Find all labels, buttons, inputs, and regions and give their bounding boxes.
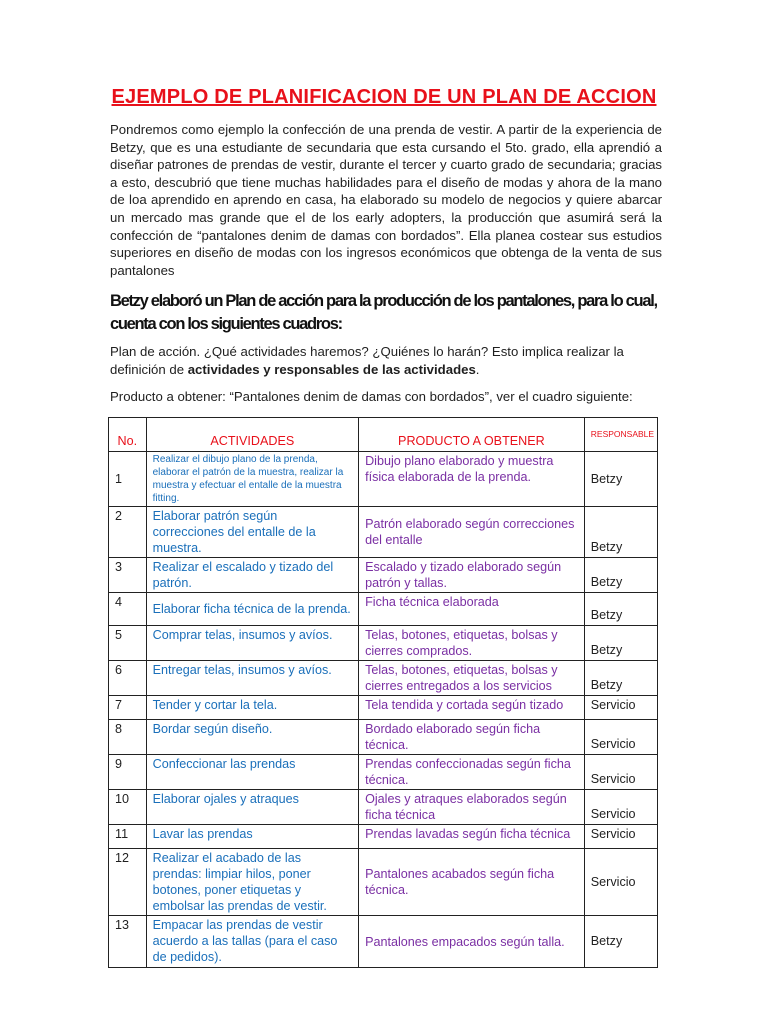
row-actividad: Elaborar ficha técnica de la prenda. bbox=[146, 593, 358, 626]
row-responsable: Servicio bbox=[584, 825, 657, 849]
header-no: No. bbox=[109, 418, 147, 452]
table-row bbox=[109, 558, 658, 593]
row-no: 9 bbox=[109, 755, 147, 790]
row-producto: Tela tendida y cortada según tizado bbox=[359, 696, 585, 720]
row-no: 6 bbox=[109, 661, 147, 696]
row-producto: Dibujo plano elaborado y muestra física elaborada de la prenda. bbox=[359, 452, 585, 507]
row-actividad: Tender y cortar la tela. bbox=[146, 696, 358, 720]
row-producto: Prendas confeccionadas según ficha técnica. bbox=[359, 755, 585, 790]
header-responsable: RESPONSABLE bbox=[584, 418, 657, 452]
row-responsable: Betzy bbox=[584, 661, 657, 696]
row-responsable: Betzy bbox=[584, 593, 657, 626]
row-producto: Escalado y tizado elaborado según patrón y tallas. bbox=[359, 558, 585, 593]
row-producto: Bordado elaborado según ficha técnica. bbox=[359, 720, 585, 755]
subheading: Betzy elaboró un Plan de acción para la producción de los pantalones, para lo cual, cuenta con los siguientes cuadros: bbox=[110, 292, 657, 333]
page-title: EJEMPLO DE PLANIFICACION DE UN PLAN DE ACCION bbox=[111, 86, 657, 108]
table-row bbox=[109, 661, 658, 696]
row-responsable: Betzy bbox=[584, 452, 657, 507]
row-responsable: Betzy bbox=[584, 558, 657, 593]
row-no: 1 bbox=[109, 452, 147, 507]
row-producto: Pantalones empacados según talla. bbox=[359, 916, 585, 968]
row-no: 5 bbox=[109, 626, 147, 661]
row-responsable: Betzy bbox=[584, 626, 657, 661]
header-producto: PRODUCTO A OBTENER bbox=[359, 418, 585, 452]
row-no: 10 bbox=[109, 790, 147, 825]
row-actividad: Realizar el escalado y tizado del patrón. bbox=[146, 558, 358, 593]
row-producto: Prendas lavadas según ficha técnica bbox=[359, 825, 585, 849]
plan-paragraph bbox=[110, 343, 670, 378]
row-responsable: Servicio bbox=[584, 696, 657, 720]
row-no: 2 bbox=[109, 507, 147, 558]
row-actividad: Empacar las prendas de vestir acuerdo a las tallas (para el caso de pedidos). bbox=[146, 916, 358, 968]
header-actividades: ACTIVIDADES bbox=[146, 418, 358, 452]
row-actividad: Confeccionar las prendas bbox=[146, 755, 358, 790]
table-row bbox=[109, 790, 658, 825]
row-responsable: Servicio bbox=[584, 849, 657, 916]
table-row bbox=[109, 849, 658, 916]
table-row bbox=[109, 825, 658, 849]
row-producto: Pantalones acabados según ficha técnica. bbox=[359, 849, 585, 916]
row-actividad: Bordar según diseño. bbox=[146, 720, 358, 755]
row-responsable: Servicio bbox=[584, 755, 657, 790]
row-no: 7 bbox=[109, 696, 147, 720]
row-actividad: Elaborar ojales y atraques bbox=[146, 790, 358, 825]
row-producto: Patrón elaborado según correcciones del entalle bbox=[359, 507, 585, 558]
table-row bbox=[109, 452, 658, 507]
row-responsable: Betzy bbox=[584, 507, 657, 558]
row-responsable: Servicio bbox=[584, 720, 657, 755]
row-actividad: Realizar el acabado de las prendas: limpiar hilos, poner botones, poner etiquetas y embolsar las prendas de vestir. bbox=[146, 849, 358, 916]
intro-paragraph bbox=[110, 121, 662, 279]
table-header-row bbox=[109, 418, 658, 452]
row-producto: Telas, botones, etiquetas, bolsas y cierres entregados a los servicios bbox=[359, 661, 585, 696]
row-actividad: Elaborar patrón según correcciones del entalle de la muestra. bbox=[146, 507, 358, 558]
plan-text-2: . bbox=[475, 361, 480, 377]
plan-text-bold: actividades y responsables de las actividades bbox=[187, 361, 476, 377]
table-row bbox=[109, 626, 658, 661]
table-row bbox=[109, 507, 658, 558]
action-plan-table bbox=[108, 417, 658, 968]
table-row bbox=[109, 696, 658, 720]
table-row bbox=[109, 916, 658, 968]
row-responsable: Servicio bbox=[584, 790, 657, 825]
row-producto: Telas, botones, etiquetas, bolsas y cierres comprados. bbox=[359, 626, 585, 661]
row-no: 3 bbox=[109, 558, 147, 593]
row-producto: Ficha técnica elaborada bbox=[359, 593, 585, 626]
row-producto: Ojales y atraques elaborados según ficha técnica bbox=[359, 790, 585, 825]
row-actividad: Entregar telas, insumos y avíos. bbox=[146, 661, 358, 696]
plan-text-1: Plan de acción. ¿Qué actividades haremos? ¿Quiénes lo harán? Esto implica realizar la definición de bbox=[110, 344, 624, 377]
row-actividad: Comprar telas, insumos y avíos. bbox=[146, 626, 358, 661]
intro-text: Pondremos como ejemplo la confección de una prenda de vestir. A partir de la experiencia de Betzy, que es una estudiante de secundaria que esta cursando el 5to. grado, ella aprendió a diseñar patrones de prendas de vestir, durante el tercer y cuarto grado de secundaria; gracias a esto, descubrió que tiene muchas habilidades para el diseño de modas y ahora de la mano de loa aprendido en aprendo en casa, ha elaborado su modelo de negocios y quiere abarcar un mercado mas grande que el de los early adopters, la producción que asumirá será la confección de “pantalones denim de damas con bordados”. Ella planea costear sus estudios superiores en diseño de modas con los ingresos económicos que obtenga de la venta de sus pantalones bbox=[110, 122, 662, 278]
row-no: 8 bbox=[109, 720, 147, 755]
row-actividad: Lavar las prendas bbox=[146, 825, 358, 849]
row-no: 13 bbox=[109, 916, 147, 968]
table-row bbox=[109, 593, 658, 626]
row-no: 11 bbox=[109, 825, 147, 849]
row-actividad: Realizar el dibujo plano de la prenda, elaborar el patrón de la muestra, realizar la muestra y efectuar el entalle de la muestra fitting. bbox=[146, 452, 358, 507]
row-no: 4 bbox=[109, 593, 147, 626]
table-row bbox=[109, 720, 658, 755]
table-row bbox=[109, 755, 658, 790]
row-no: 12 bbox=[109, 849, 147, 916]
product-line: Producto a obtener: “Pantalones denim de damas con bordados”, ver el cuadro siguiente: bbox=[110, 389, 633, 404]
row-responsable: Betzy bbox=[584, 916, 657, 968]
